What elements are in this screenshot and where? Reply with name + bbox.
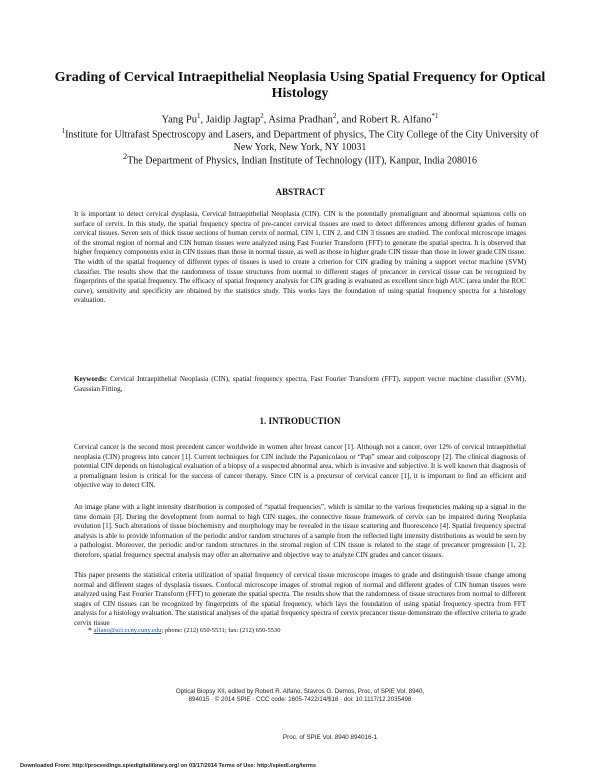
- keywords-label: Keywords:: [74, 375, 108, 383]
- author-affil-mark: *1: [431, 112, 439, 120]
- page-footer: Proc. of SPIE Vol. 8940 894016-1: [282, 734, 378, 741]
- affiliation-mark: 1: [61, 127, 66, 135]
- author-affil-mark: 2: [260, 112, 264, 120]
- keywords-paragraph: [74, 375, 526, 394]
- intro-paragraph-1: Cervical cancer is the second most precedent cancer worldwide in women after breast cancer [1]. Although not a cancer, over 12% of cervical intraepithelial neoplasia (CIN) progress into cancer [1]. Current techniques for CIN include the Papanicolaou or “Pap” smear and colposcopy [2]. The clinical diagnosis of potential CIN depends on histological evaluation of a biopsy of a suspected abnormal area, which is invasive and subjective. It is well known that diagnosis of a premalignant lesion is critical for the success of cancer therapy. Since CIN is a precursor of cervical cancer [1], it is important to find an efficient and objective way to detect CIN.: [74, 443, 526, 490]
- author-name: Robert R. Alfano: [359, 114, 432, 126]
- download-notice: Downloaded From: http://proceedings.spiedigitallibrary.org/ on 03/17/2014 Terms of Use: http://spiedl.org/terms: [20, 763, 316, 769]
- citation-block: [120, 688, 480, 704]
- author-separator: ,: [200, 114, 206, 126]
- author-separator: , and: [336, 114, 360, 126]
- affiliation-2: [60, 151, 540, 168]
- affiliation-text: The Department of Physics, Indian Institute of Technology (IIT), Kanpur, India 208016: [127, 155, 477, 167]
- author-name: Jaidip Jagtap: [205, 114, 261, 126]
- affiliation-text: Institute for Ultrafast Spectroscopy and Lasers, and Department of physics, The City College of the City University of New York, New York, NY 10031: [65, 129, 539, 153]
- footnote-contact: ; phone: (212) 650-5531; fax: (212) 650-5530: [161, 627, 281, 634]
- footnote-star: *: [88, 626, 92, 635]
- intro-paragraph-2: An image plane with a light intensity distribution is composed of “spatial frequencies”, which is similar to the various frequencies making up a signal in the time domain [3]. During the development from normal to high CIN stages, the connective tissue framework of cervix can be impaired during Neoplasia evolution [1]. Such alterations of tissue biochemistry and morphology may be revealed in the tissue scattering and fluorescence [4]. Spatial frequency spectral analysis is able to provide information of the periodic and/or random structures of a sample from the reflected light intensity distributions as would be seen by a pathologist. Moreover, the periodic and/or random structures in the stromal region of CIN tissue is related to the stage of precancer progression [1, 2]; therefore, spatial frequency spectral analysis may offer an alternative and objective way to analyze CIN grades and cancer tissues.: [74, 503, 526, 559]
- author-email-link[interactable]: alfano@sci.ccny.cuny.edu: [93, 627, 162, 634]
- intro-paragraph-3: This paper presents the statistical criteria utilization of spatial frequency of cervical tissue microscope images to grade and distinguish tissue change among normal and different stages of dysplasia tissues. Confocal microscope images of stromal region of normal and different grades of CIN human tissues were analyzed using Fast Fourier Transform (FFT) to generate the spatial spectra. The results show that the randomness of tissue structures from normal to different stages of CIN tissues can be recognized by fingerprints of the spatial frequency, which lays the foundation of using spatial frequency spectra from FFT analysis for a histology evaluation. The statistical analyses of the spatial frequency spectra of cervix precancer tissue demonstrate the effective criteria to grade cervix tissue: [74, 571, 526, 627]
- author-separator: ,: [263, 114, 269, 126]
- affiliation-mark: 2: [123, 152, 128, 161]
- author-name: Yang Pu: [161, 114, 197, 126]
- introduction-heading: 1. INTRODUCTION: [259, 416, 341, 426]
- author-affil-mark: 2: [332, 112, 337, 120]
- paper-title: Grading of Cervical Intraepithelial Neoplasia Using Spatial Frequency for Optical Histology: [54, 70, 546, 101]
- author-name: Asima Pradhan: [268, 114, 333, 126]
- keywords-text: Cervical Intraepithelial Neoplasia (CIN), spatial frequency spectra, Fast Fourier Transform (FFT), support vector machine classifier (SVM), Gaussian Fitting,: [74, 375, 526, 393]
- citation-line: 894015 · © 2014 SPIE · CCC code: 1605-7422/14/$18 · doi: 10.1117/12.2035498: [188, 696, 412, 703]
- abstract-heading: ABSTRACT: [275, 187, 325, 197]
- citation-line: Optical Biopsy XII, edited by Robert R. Alfano, Stavros G. Demos, Proc. of SPIE Vol. 8940,: [175, 688, 425, 695]
- abstract-paragraph: It is important to detect cervical dysplasia, Cervical Intraepithelial Neoplasia (CIN). CIN is the potentially premalignant and abnormal squamous cells on surface of cervix. In this study, the spatial frequency spectra of pre-cancer cervical tissues are used to detect differences among different grades of human cervical tissues. Seven sets of thick tissue sections of human cervix of normal, CIN 1, CIN 2, and CIN 3 tissues are studied. The confocal microscope images of the stromal region of normal and CIN human tissues were analyzed using Fast Fourier Transform (FFT) to generate the spatial spectra. It is observed that higher frequency components exist in CIN tissues than those in normal tissue, as well as those in higher grade CIN tissue than those in lower grade CIN tissue. The width of the spatial frequency of different types of tissues is used to create a criterion for CIN grading by training a support vector machine (SVM) classifier. The results show that the randomness of tissue structures from normal to different stages of precancer in cervical tissue can be recognized by fingerprints of the spatial frequency. The efficacy of spatial frequency analysis for CIN grading is evaluated as excellent since high AUC (area under the ROC curve), sensitivity and specificity are obtained by the statistics study. This works lays the foundation of using spatial frequency spectra for a histology evaluation.: [74, 210, 526, 305]
- corresponding-author-footnote: [88, 627, 281, 635]
- affiliation-1: [60, 125, 540, 154]
- author-affil-mark: 1: [196, 112, 201, 120]
